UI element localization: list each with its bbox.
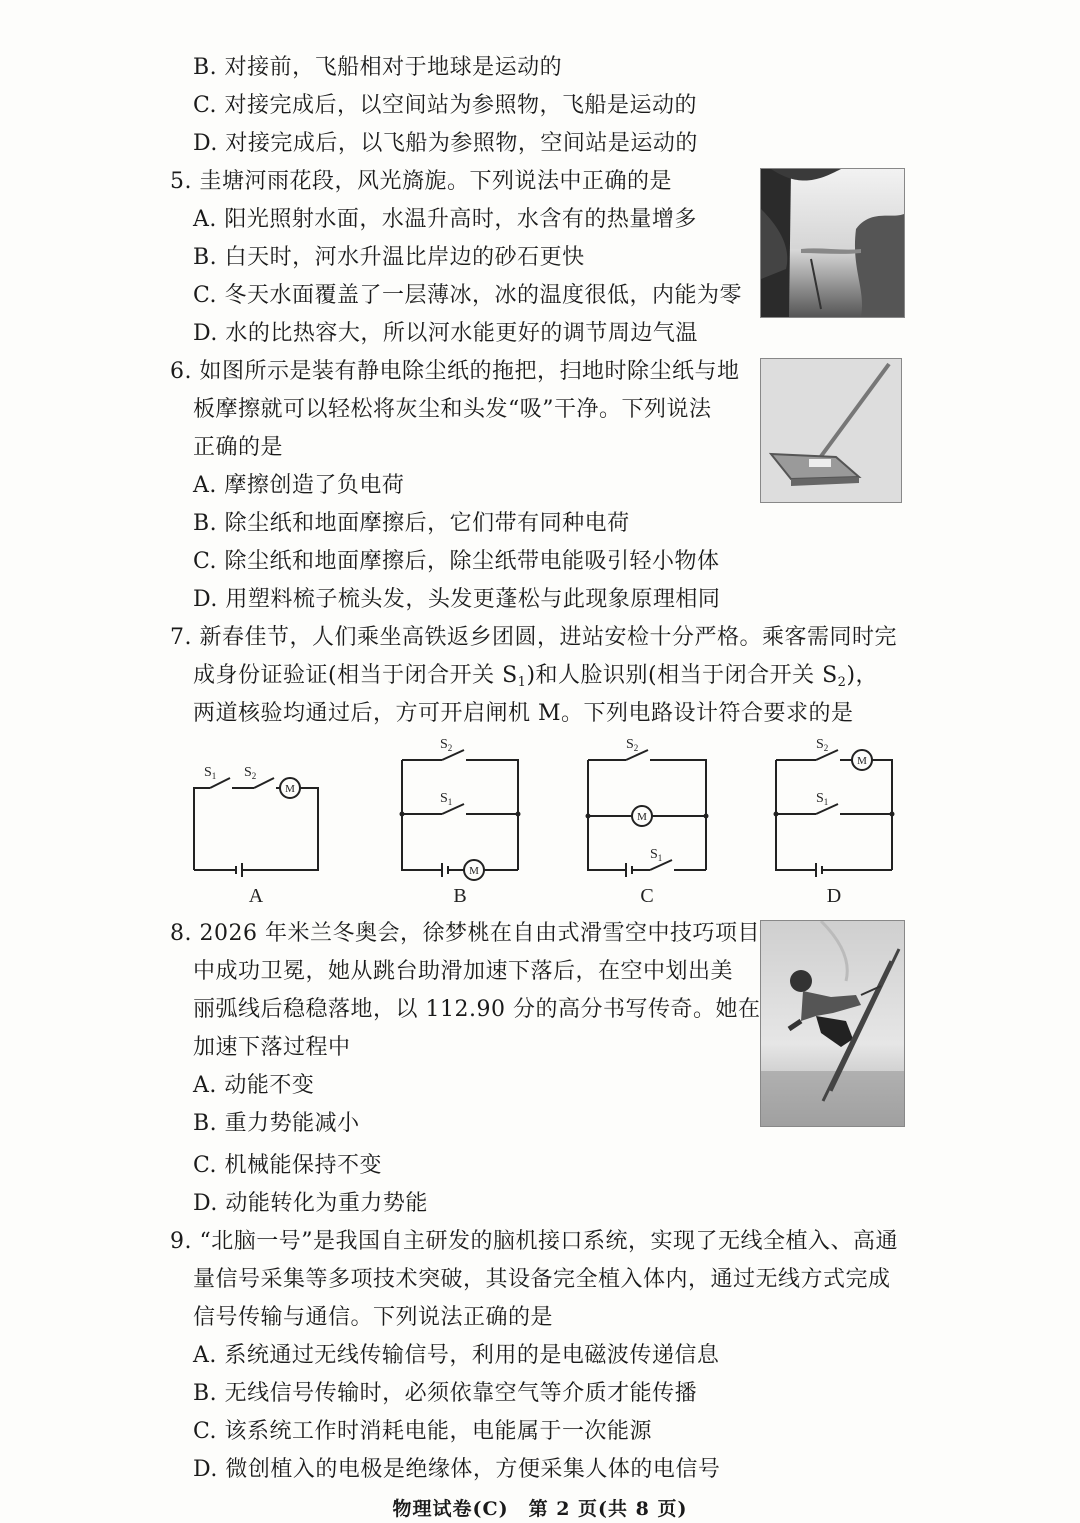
q7-stem-line3: 两道核验均通过后，方可开启闸机 M。下列电路设计符合要求的是 (193, 701, 854, 726)
q4-option-d: D. 对接完成后，以飞船为参照物，空间站是运动的 (193, 131, 698, 156)
switch-label-a-s1: $S_1$ (204, 765, 217, 781)
q7-sub-2: 2 (837, 675, 847, 690)
q7-stem-line2-part3: )， (846, 663, 879, 688)
q7-stem-line1: 7. 新春佳节，人们乘坐高铁返乡团圆，进站安检十分严格。乘客需同时完 (170, 625, 897, 650)
circuit-label-c: C (640, 885, 654, 907)
q9-stem-line2: 量信号采集等多项技术突破，其设备完全植入体内，通过无线方式完成 (193, 1267, 891, 1292)
switch-label-b-s1: $S_1$ (440, 791, 453, 807)
motor-label-c: M (637, 811, 647, 823)
motor-label-a: M (285, 783, 295, 795)
mop-photo (760, 358, 902, 503)
q9-option-a: A. 系统通过无线传输信号，利用的是电磁波传递信息 (193, 1343, 720, 1368)
circuit-d (776, 750, 892, 877)
motor-label-b: M (469, 865, 479, 877)
river-photo (760, 168, 905, 318)
q6-option-b: B. 除尘纸和地面摩擦后，它们带有同种电荷 (193, 511, 630, 536)
switch-label-c-s1: $S_1$ (650, 847, 663, 863)
switch-label-d-s1: $S_1$ (816, 791, 829, 807)
q5-option-d: D. 水的比热容大，所以河水能更好的调节周边气温 (193, 321, 698, 346)
q4-option-b: B. 对接前，飞船相对于地球是运动的 (193, 55, 563, 80)
q6-stem-line1: 6. 如图所示是装有静电除尘纸的拖把，扫地时除尘纸与地 (170, 359, 740, 384)
q6-option-c: C. 除尘纸和地面摩擦后，除尘纸带电能吸引轻小物体 (193, 549, 720, 574)
q8-option-d: D. 动能转化为重力势能 (193, 1191, 428, 1216)
q9-option-d: D. 微创植入的电极是绝缘体，方便采集人体的电信号 (193, 1457, 721, 1482)
q9-option-b: B. 无线信号传输时，必须依靠空气等介质才能传播 (193, 1381, 698, 1406)
circuit-label-b: B (453, 885, 467, 907)
q9-stem-line3: 信号传输与通信。下列说法正确的是 (193, 1305, 554, 1330)
switch-label-d-s2: $S_2$ (816, 737, 829, 753)
q5-option-a: A. 阳光照射水面，水温升高时，水含有的热量增多 (193, 207, 697, 232)
q8-stem-line4: 加速下落过程中 (193, 1035, 351, 1060)
q5-option-b: B. 白天时，河水升温比岸边的砂石更快 (193, 245, 585, 270)
q7-stem-line2-part1: 成身份证验证(相当于闭合开关 S (193, 663, 518, 688)
page-footer: 物理试卷(C) 第 2 页(共 8 页) (392, 1498, 688, 1520)
q6-option-a: A. 摩擦创造了负电荷 (193, 473, 405, 498)
skier-photo (760, 920, 905, 1127)
q6-option-d: D. 用塑料梳子梳头发，头发更蓬松与此现象原理相同 (193, 587, 721, 612)
circuit-label-d: D (826, 885, 842, 907)
q6-stem-line2: 板摩擦就可以轻松将灰尘和头发“吸”干净。下列说法 (193, 397, 712, 422)
q4-option-c: C. 对接完成后，以空间站为参照物，飞船是运动的 (193, 93, 698, 118)
q5-option-c: C. 冬天水面覆盖了一层薄冰，冰的温度很低，内能为零 (193, 283, 743, 308)
q8-stem-line3: 丽弧线后稳稳落地，以 112.90 分的高分书写传奇。她在 (193, 997, 761, 1022)
switch-label-a-s2: $S_2$ (244, 765, 257, 781)
q7-circuit-diagrams (180, 730, 910, 910)
circuit-label-a: A (248, 885, 264, 907)
q8-stem-line2: 中成功卫冕，她从跳台助滑加速下落后，在空中划出美 (193, 959, 734, 984)
switch-label-c-s2: $S_2$ (626, 737, 639, 753)
q9-stem-line1: 9. “北脑一号”是我国自主研发的脑机接口系统，实现了无线全植入、高通 (170, 1229, 898, 1254)
q8-option-c: C. 机械能保持不变 (193, 1153, 383, 1178)
circuit-c (588, 750, 706, 877)
q5-stem: 5. 圭塘河雨花段，风光旖旎。下列说法中正确的是 (170, 169, 672, 194)
q8-stem-line1: 8. 2026 年米兰冬奥会，徐梦桃在自由式滑雪空中技巧项目 (170, 921, 760, 946)
q6-stem-line3: 正确的是 (193, 435, 284, 460)
q7-stem-line2 (193, 662, 878, 697)
motor-label-d: M (857, 755, 867, 767)
q8-option-b: B. 重力势能减小 (193, 1111, 360, 1136)
q9-option-c: C. 该系统工作时消耗电能，电能属于一次能源 (193, 1419, 653, 1444)
circuit-b (402, 750, 518, 880)
switch-label-b-s2: $S_2$ (440, 737, 453, 753)
q7-sub-1: 1 (517, 675, 527, 690)
q8-option-a: A. 动能不变 (193, 1073, 315, 1098)
circuit-a (194, 778, 318, 877)
q7-stem-line2-part2: )和人脸识别(相当于闭合开关 S (526, 663, 838, 688)
